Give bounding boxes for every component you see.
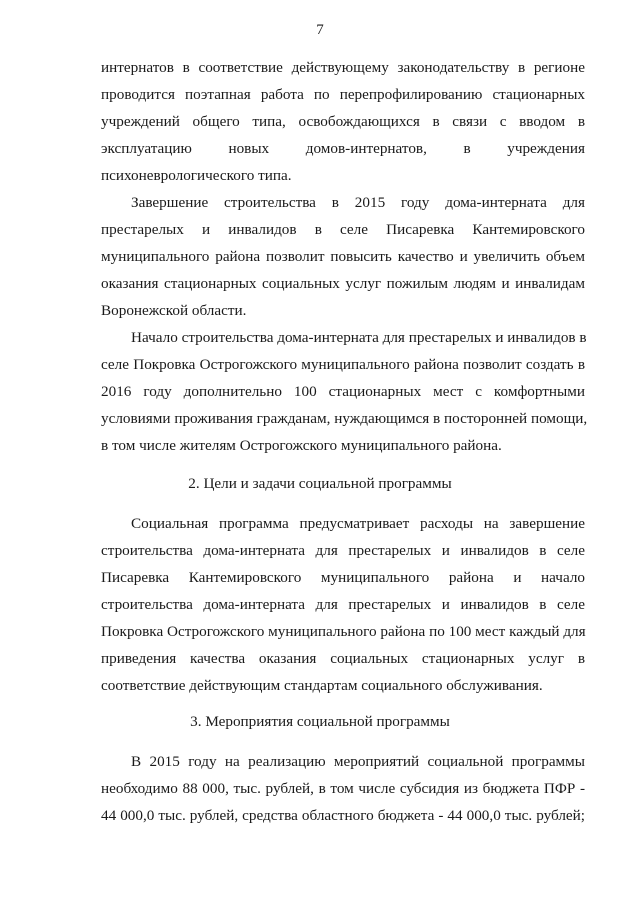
text-line: учреждений общего типа, освобождающихся в связи с вводом в [101, 113, 585, 130]
text-line: Завершение строительства в 2015 году дома-интерната для [131, 194, 585, 211]
text-line: строительства дома-интерната для престарелых и инвалидов в селе [101, 596, 585, 613]
section-heading: 3. Мероприятия социальной программы [190, 713, 450, 730]
text-line: 44 000,0 тыс. рублей, средства областного бюджета - 44 000,0 тыс. рублей; [101, 807, 585, 824]
section-heading: 2. Цели и задачи социальной программы [188, 475, 452, 492]
text-line: соответствие действующим стандартам социального обслуживания. [101, 677, 543, 694]
text-line: в том числе жителям Острогожского муниципального района. [101, 437, 502, 454]
text-line: селе Покровка Острогожского муниципального района позволит создать в [101, 356, 585, 373]
text-line: Покровка Острогожского муниципального района по 100 мест каждый для [101, 623, 586, 640]
text-line: условиями проживания гражданам, нуждающимся в посторонней помощи, [101, 410, 588, 427]
page-number: 7 [316, 22, 324, 38]
text-line: строительства дома-интерната для престарелых и инвалидов в селе [101, 542, 585, 559]
text-line: эксплуатацию новых домов-интернатов, в учреждения [101, 140, 585, 157]
text-line: Воронежской области. [101, 302, 247, 319]
text-line: приведения качества оказания социальных стационарных услуг в [101, 650, 585, 667]
text-line: муниципального района позволит повысить качество и увеличить объем [101, 248, 585, 265]
text-line: интернатов в соответствие действующему законодательству в регионе [101, 59, 585, 76]
text-line: оказания стационарных социальных услуг пожилым людям и инвалидам [101, 275, 585, 292]
text-line: престарелых и инвалидов в селе Писаревка Кантемировского [101, 221, 585, 238]
text-line: 2016 году дополнительно 100 стационарных мест с комфортными [101, 383, 585, 400]
text-line: проводится поэтапная работа по перепрофилированию стационарных [101, 86, 585, 103]
text-line: психоневрологического типа. [101, 167, 292, 184]
text-line: Социальная программа предусматривает расходы на завершение [131, 515, 585, 532]
text-line: необходимо 88 000, тыс. рублей, в том числе субсидия из бюджета ПФР - [101, 780, 585, 797]
text-line: Писаревка Кантемировского муниципального района и начало [101, 569, 585, 586]
text-line: Начало строительства дома-интерната для престарелых и инвалидов в [131, 329, 587, 346]
text-line: В 2015 году на реализацию мероприятий социальной программы [131, 753, 585, 770]
